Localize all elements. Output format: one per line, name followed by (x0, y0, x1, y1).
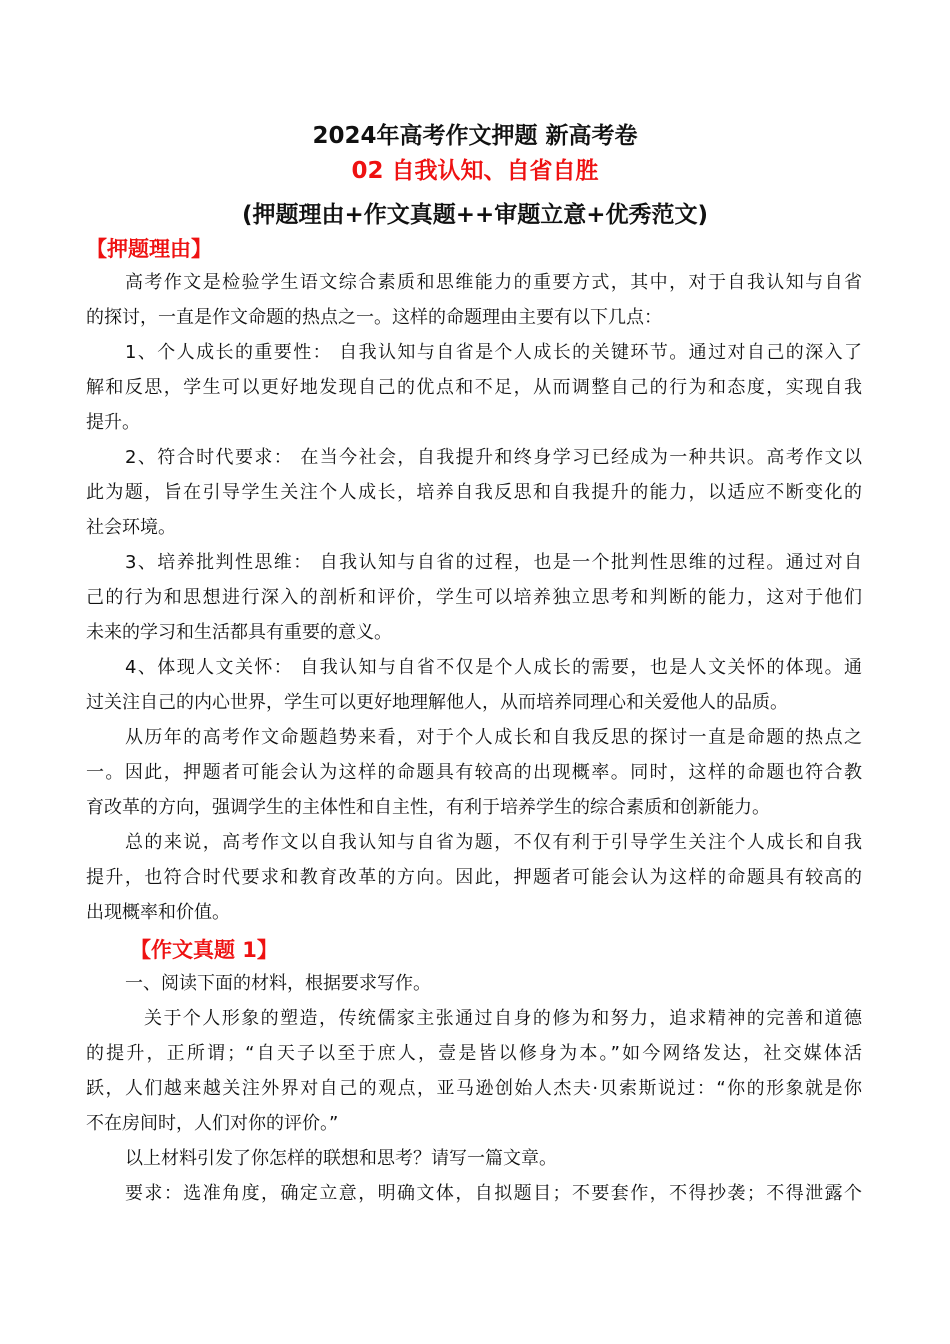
paragraph-line: 1、个人成长的重要性： 自我认知与自省是个人成长的关键环节。通过对自己的深入了 (125, 342, 862, 363)
paragraph-line: 跃，人们越来越关注外界对自己的观点，亚马逊创始人杰夫·贝索斯说过：“你的形象就是你 (86, 1078, 862, 1099)
section-heading-exam-prompt: 【作文真题 1】 (130, 938, 278, 962)
paragraph-line: 要求：选准角度，确定立意，明确文体，自拟题目；不要套作，不得抄袭；不得泄露个 (125, 1183, 862, 1204)
document-contents-line: (押题理由+作文真题++审题立意+优秀范文) (241, 202, 709, 228)
paragraph-line: 社会环境。 (86, 517, 176, 538)
paragraph-line: 此为题，旨在引导学生关注个人成长，培养自我反思和自我提升的能力，以适应不断变化的 (86, 482, 862, 503)
document-subtitle: 02 自我认知、自省自胜 (351, 158, 599, 184)
paragraph-line: 解和反思，学生可以更好地发现自己的优点和不足，从而调整自己的行为和态度，实现自我 (86, 377, 862, 398)
paragraph-line: 未来的学习和生活都具有重要的意义。 (86, 622, 392, 643)
paragraph-line: 的探讨，一直是作文命题的热点之一。这样的命题理由主要有以下几点： (86, 307, 662, 328)
paragraph-line: 一。因此，押题者可能会认为这样的命题具有较高的出现概率。同时，这样的命题也符合教 (86, 762, 862, 783)
paragraph-line: 出现概率和价值。 (86, 902, 230, 923)
paragraph-line: 育改革的方向，强调学生的主体性和自主性，有利于培养学生的综合素质和创新能力。 (86, 797, 770, 818)
document-title: 2024年高考作文押题 新高考卷 (312, 123, 638, 149)
paragraph-line: 过关注自己的内心世界，学生可以更好地理解他人，从而培养同理心和关爱他人的品质。 (86, 692, 788, 713)
paragraph-line: 一、阅读下面的材料，根据要求写作。 (125, 973, 431, 994)
paragraph-line: 总的来说，高考作文以自我认知与自省为题，不仅有利于引导学生关注个人成长和自我 (125, 832, 862, 853)
paragraph-line: 关于个人形象的塑造，传统儒家主张通过自身的修为和努力，追求精神的完善和道德 (144, 1008, 862, 1029)
paragraph-line: 3、培养批判性思维： 自我认知与自省的过程，也是一个批判性思维的过程。通过对自 (125, 552, 862, 573)
paragraph-line: 从历年的高考作文命题趋势来看，对于个人成长和自我反思的探讨一直是命题的热点之 (125, 727, 862, 748)
section-heading-reason: 【押题理由】 (86, 237, 212, 261)
paragraph-line: 4、体现人文关怀： 自我认知与自省不仅是个人成长的需要，也是人文关怀的体现。通 (125, 657, 862, 678)
paragraph-line: 不在房间时，人们对你的评价。” (86, 1113, 339, 1134)
paragraph-line: 高考作文是检验学生语文综合素质和思维能力的重要方式，其中，对于自我认知与自省 (125, 272, 862, 293)
paragraph-line: 的提升，正所谓；“自天子以至于庶人，壹是皆以修身为本。”如今网络发达，社交媒体活 (86, 1043, 862, 1064)
paragraph-line: 提升，也符合时代要求和教育改革的方向。因此，押题者可能会认为这样的命题具有较高的 (86, 867, 862, 888)
paragraph-line: 以上材料引发了你怎样的联想和思考？请写一篇文章。 (125, 1148, 557, 1169)
paragraph-line: 己的行为和思想进行深入的剖析和评价，学生可以培养独立思考和判断的能力，这对于他们 (86, 587, 862, 608)
paragraph-line: 2、符合时代要求： 在当今社会，自我提升和终身学习已经成为一种共识。高考作文以 (125, 447, 862, 468)
paragraph-line: 提升。 (86, 412, 140, 433)
